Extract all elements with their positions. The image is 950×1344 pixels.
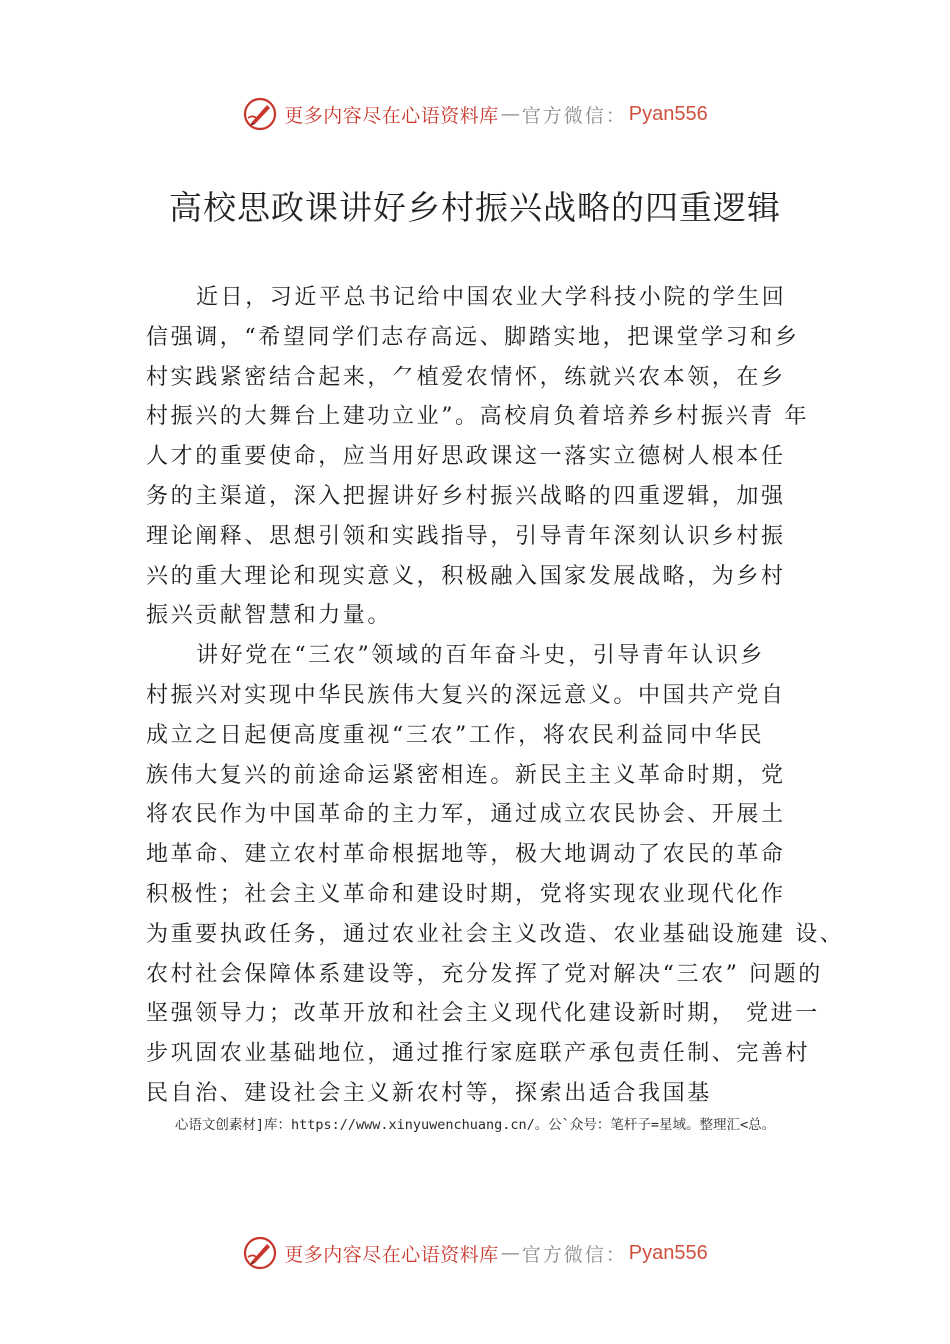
body-line: 讲好党在“三农”领域的百年奋斗史，引导青年认识乡: [196, 643, 765, 669]
footer-banner: [0, 1233, 950, 1273]
body-line: 成立之日起便高度重视“三农”工作，将农民利益同中华民: [146, 722, 765, 748]
banner-wechat-label: 官方微信：: [521, 1243, 627, 1266]
body-line: 将农民作为中国革命的主力军，通过成立农民协会、开展土: [146, 802, 786, 828]
banner-wechat-label: 官方微信：: [521, 104, 627, 127]
body-line: 村振兴的大舞台上建功立业”。高校肩负着培养乡村振兴青 年: [146, 404, 810, 430]
body-line: 民自治、建设社会主义新农村等，探索出适合我国基: [146, 1080, 712, 1106]
banner-separator: —: [500, 1242, 520, 1264]
body-line: 理论阐释、思想引领和实践指导，引导青年深刻认识乡村振: [146, 523, 786, 549]
body-line: 振兴贡献智慧和力量。: [146, 603, 393, 629]
source-note: 心语文创素材]库：https://www.xinyuwenchuang.cn/。公`众号：笔杆子=星域。整理汇<总。: [174, 1117, 776, 1133]
pen-logo-icon: [242, 1235, 278, 1271]
body-line: 族伟大复兴的前途命运紧密相连。新民主主义革命时期，党: [146, 762, 786, 788]
body-line: 村振兴对实现中华民族伟大复兴的深远意义。中国共产党自: [146, 682, 786, 708]
body-line: 步巩固农业基础地位，通过推行家庭联产承包责任制、完善村: [146, 1041, 811, 1067]
body-line: 坚强领导力；改革开放和社会主义现代化建设新时期， 党进一: [146, 1001, 820, 1027]
banner-wechat-id: Pyan556: [628, 102, 708, 125]
body-line: 务的主渠道，深入把握讲好乡村振兴战略的四重逻辑，加强: [146, 483, 786, 509]
body-line: 兴的重大理论和现实意义，积极融入国家发展战略，为乡村: [146, 563, 786, 589]
body-line: 近日，习近平总书记给中国农业大学科技小院的学生回: [196, 285, 787, 310]
banner-brand: 更多内容尽在心语资料库: [284, 1243, 499, 1266]
banner-brand: 更多内容尽在心语资料库: [284, 104, 499, 127]
body-line: 积极性；社会主义革命和建设时期，党将实现农业现代化作: [146, 881, 786, 907]
banner-separator: —: [500, 103, 520, 125]
body-line: 村实践紧密结合起来，⺈植爱农情怀，练就兴农本领，在乡: [146, 364, 786, 390]
body-line: 地革命、建立农村革命根据地等，极大地调动了农民的革命: [146, 842, 786, 868]
article-body: [146, 278, 846, 1114]
body-line: 信强调，“希望同学们志存高远、脚踏实地，把课堂学习和乡: [146, 324, 800, 350]
pen-logo-icon: [242, 96, 278, 132]
body-line: 人才的重要使命，应当用好思政课这一落实立德树人根本任: [146, 444, 786, 470]
article-title: 高校思政课讲好乡村振兴战略的四重逻辑: [169, 188, 781, 227]
banner-wechat-id: Pyan556: [628, 1241, 708, 1264]
body-line: 为重要执政任务，通过农业社会主义改造、农业基础设施建 设、: [146, 921, 845, 947]
header-banner: [0, 94, 950, 134]
body-line: 农村社会保障体系建设等，充分发挥了党对解决“三农” 问题的: [146, 961, 823, 987]
